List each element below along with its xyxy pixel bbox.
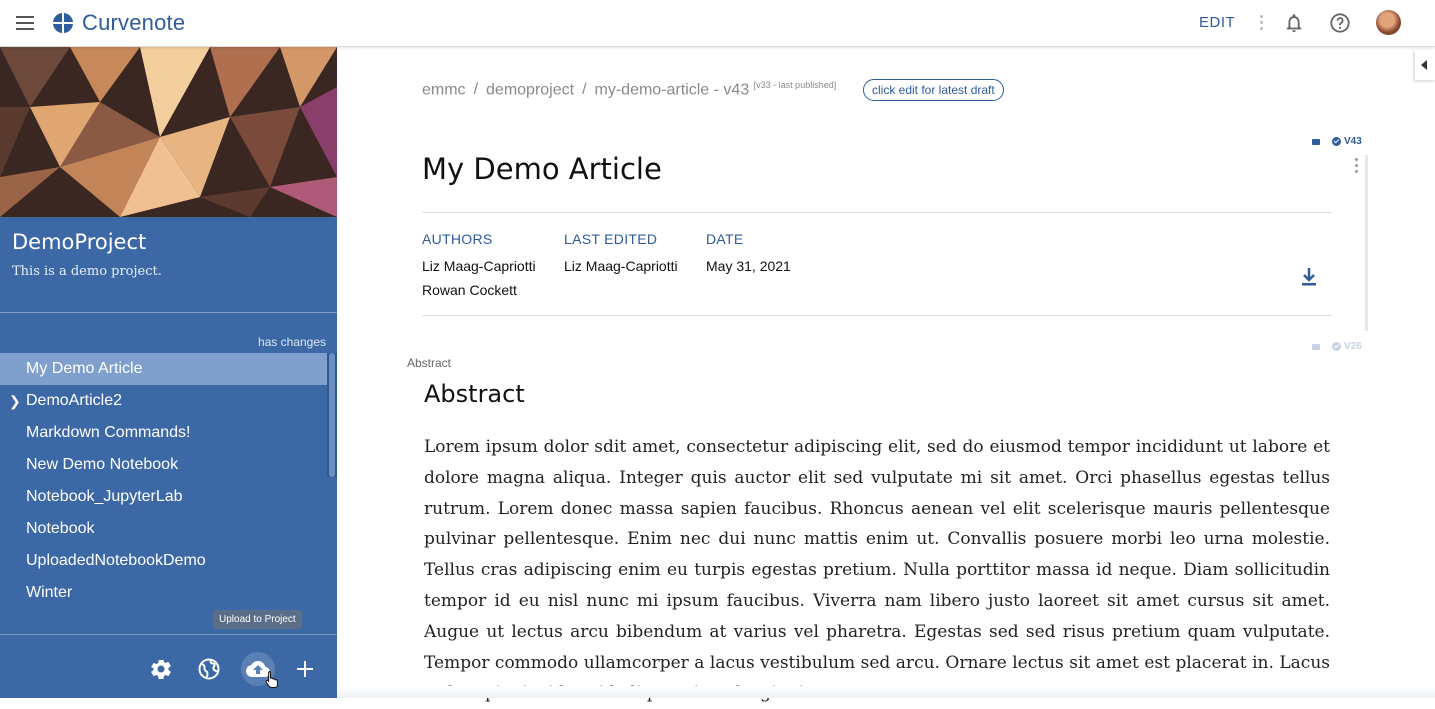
article-title[interactable]: My Demo Article xyxy=(422,152,662,186)
cursor-hand-icon xyxy=(265,670,279,688)
nav-item-new-demo-notebook[interactable]: New Demo Notebook xyxy=(26,456,179,473)
upload-button[interactable] xyxy=(241,652,275,686)
breadcrumb: emmc / demoproject / my-demo-article - v43 [v33 - last published] xyxy=(422,80,837,99)
collapse-right-panel-button[interactable] xyxy=(1415,50,1435,80)
abstract-heading[interactable]: Abstract xyxy=(424,380,525,408)
nav-item-my-demo-article[interactable]: My Demo Article xyxy=(0,353,327,385)
check-circle-icon xyxy=(1332,342,1341,351)
breadcrumb-team[interactable]: emmc xyxy=(422,81,466,99)
divider xyxy=(0,634,337,635)
nav-item-notebook[interactable]: Notebook xyxy=(26,520,95,537)
date-value: May 31, 2021 xyxy=(706,258,791,274)
curvenote-logo-icon xyxy=(50,10,76,36)
scrollbar-thumb[interactable] xyxy=(329,353,335,477)
block-version-badge: V26 xyxy=(1312,341,1362,352)
upload-tooltip: Upload to Project xyxy=(213,610,302,629)
check-circle-icon xyxy=(1332,137,1341,146)
version-note: [v33 - last published] xyxy=(753,80,837,90)
project-nav-list xyxy=(0,353,327,609)
app-name: Curvenote xyxy=(82,10,186,35)
nav-item-winter[interactable]: Winter xyxy=(26,584,73,601)
author-name: Rowan Cockett xyxy=(422,282,517,298)
nav-item-markdown-commands[interactable]: Markdown Commands! xyxy=(26,424,191,441)
project-sidebar xyxy=(0,47,337,698)
project-status: has changes xyxy=(257,335,326,349)
block-version-badge: V43 xyxy=(1312,136,1362,147)
block-more-vert-icon[interactable] xyxy=(1352,158,1360,176)
comment-icon[interactable] xyxy=(1312,139,1320,145)
breadcrumb-article: my-demo-article - v43 xyxy=(594,81,750,99)
project-description: This is a demo project. xyxy=(12,264,162,279)
block-label: Abstract xyxy=(407,356,452,370)
last-edited-value: Liz Maag-Capriotti xyxy=(564,258,678,274)
nav-item-notebook-jupyterlab[interactable]: Notebook_JupyterLab xyxy=(26,488,183,505)
top-app-bar xyxy=(0,0,1435,47)
divider xyxy=(422,212,1332,213)
authors-label: AUTHORS xyxy=(422,231,493,247)
add-icon[interactable] xyxy=(293,657,317,681)
abstract-paragraph[interactable]: Lorem ipsum dolor sdit amet, consectetur adipiscing elit, sed do eiusmod tempor incididunt ut labore et dolore magna aliqua. Integer quis auctor elit sed vulputate mi sit amet. Orci phasellus egestas tellus rutrum. Lorem donec massa sapien faucibus. Rhoncus aenean vel elit scelerisque mauris pellentesque pulvinar pellentesque. Enim nec dui nunc mattis enim ut. Convallis posuere morbi leo urna molestie. Tellus cras adipiscing enim eu turpis egestas pretium. Nulla porttitor massa id neque. Diam sollicitudin tempor id eu nisl nunc mi ipsum faucibus. Viverra nam libero justo laoreet sit amet cursus sit amet. Augue ut lectus arcu bibendum at varius vel pharetra. Egestas sed sed risus pretium quam vulputate. Tempor commodo ullamcorper a lacus vestibulum sed arcu. Ornare lectus sit amet est placerat in. Lacus xyxy=(424,437,1330,673)
more-vert-icon[interactable] xyxy=(1256,13,1266,33)
app-logo[interactable] xyxy=(50,9,185,37)
nav-item-demoarticle2[interactable]: ❯ DemoArticle2 xyxy=(0,385,327,417)
divider xyxy=(422,315,1332,316)
menu-icon[interactable] xyxy=(14,12,36,34)
project-banner-image xyxy=(0,47,337,217)
nav-scrollbar[interactable] xyxy=(327,353,337,477)
nav-item-uploaded-notebook-demo[interactable]: UploadedNotebookDemo xyxy=(26,552,206,569)
breadcrumb-project[interactable]: demoproject xyxy=(486,81,575,99)
chevron-right-icon[interactable]: ❯ xyxy=(9,393,21,409)
date-label: DATE xyxy=(706,231,744,247)
last-edited-label: LAST EDITED xyxy=(564,231,658,247)
globe-icon[interactable] xyxy=(197,657,221,681)
download-icon[interactable] xyxy=(1299,266,1319,288)
bell-icon[interactable] xyxy=(1283,12,1305,34)
latest-draft-chip[interactable]: click edit for latest draft xyxy=(863,79,1004,101)
divider xyxy=(0,312,337,313)
user-avatar[interactable] xyxy=(1376,10,1401,35)
project-title[interactable]: DemoProject xyxy=(12,230,147,254)
author-name: Liz Maag-Capriotti xyxy=(422,258,536,274)
block-selection-bar xyxy=(1365,155,1368,331)
footer-shadow xyxy=(337,686,1435,698)
settings-icon[interactable] xyxy=(149,657,173,681)
help-icon[interactable] xyxy=(1329,12,1351,34)
comment-icon[interactable] xyxy=(1312,344,1320,350)
edit-button[interactable]: EDIT xyxy=(1199,14,1236,31)
